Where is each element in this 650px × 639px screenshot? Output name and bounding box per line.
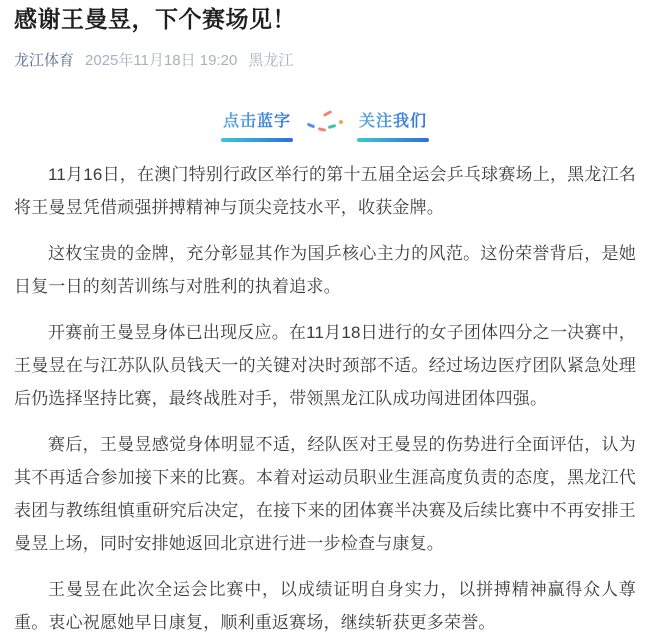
article-body <box>14 158 636 639</box>
article-paragraph: 这枚宝贵的金牌，充分彰显其作为国乒核心主力的风范。这份荣誉背后，是她日复一日的刻苦训练与对胜利的执着追求。 <box>14 244 636 296</box>
byline <box>14 49 636 70</box>
author-link[interactable]: 龙江体育 <box>14 52 75 69</box>
confetti-dot-icon <box>339 120 343 124</box>
article-paragraph: 赛后，王曼昱感觉身体明显不适，经队医对王曼昱的伤势进行全面评估，认为其不再适合参加接下来的比赛。本着对运动员职业生涯高度负责的态度，黑龙江代表团与教练组慎重研究后决定，在接下来的团体赛半决赛及后续比赛中不再安排王曼昱上场，同时安排她返回北京进行进一步检查与康复。 <box>14 435 636 553</box>
publish-location: 黑龙江 <box>248 52 294 69</box>
click-blue-text-label: 点击蓝字 <box>223 108 291 131</box>
publish-date: 2025年11月18日 19:20 <box>85 52 238 69</box>
article-title: 感谢王曼昱，下个赛场见！ <box>14 6 296 32</box>
confetti-dash-icon <box>323 110 332 117</box>
article-paragraph: 11月16日，在澳门特别行政区举行的第十五届全运会乒乓球赛场上，黑龙江名将王曼昱凭借顽强拼搏精神与顶尖竞技水平，收获金牌。 <box>14 165 636 217</box>
confetti-dash-icon <box>328 124 337 129</box>
confetti-dash-icon <box>318 127 326 132</box>
article-paragraph: 开赛前王曼昱身体已出现反应。在11月18日进行的女子团体四分之一决赛中，王曼昱在与江苏队队员钱天一的关键对决时颈部不适。经过场边医疗团队紧急处理后仍选择坚持比赛，最终战胜对手，带领黑龙江队成功闯进团体四强。 <box>14 323 636 408</box>
follow-us-label: 关注我们 <box>359 108 427 131</box>
underline-divider <box>357 138 429 142</box>
click-blue-text-block <box>221 108 293 142</box>
follow-us-block <box>357 108 429 142</box>
confetti-dash-icon <box>307 123 316 129</box>
article-paragraph: 王曼昱在此次全运会比赛中，以成绩证明自身实力，以拼搏精神赢得众人尊重。衷心祝愿她早日康复，顺利重返赛场，继续斩获更多荣誉。 <box>14 580 636 632</box>
follow-banner[interactable] <box>14 108 636 142</box>
underline-divider <box>221 138 293 142</box>
confetti-icon <box>306 111 344 137</box>
